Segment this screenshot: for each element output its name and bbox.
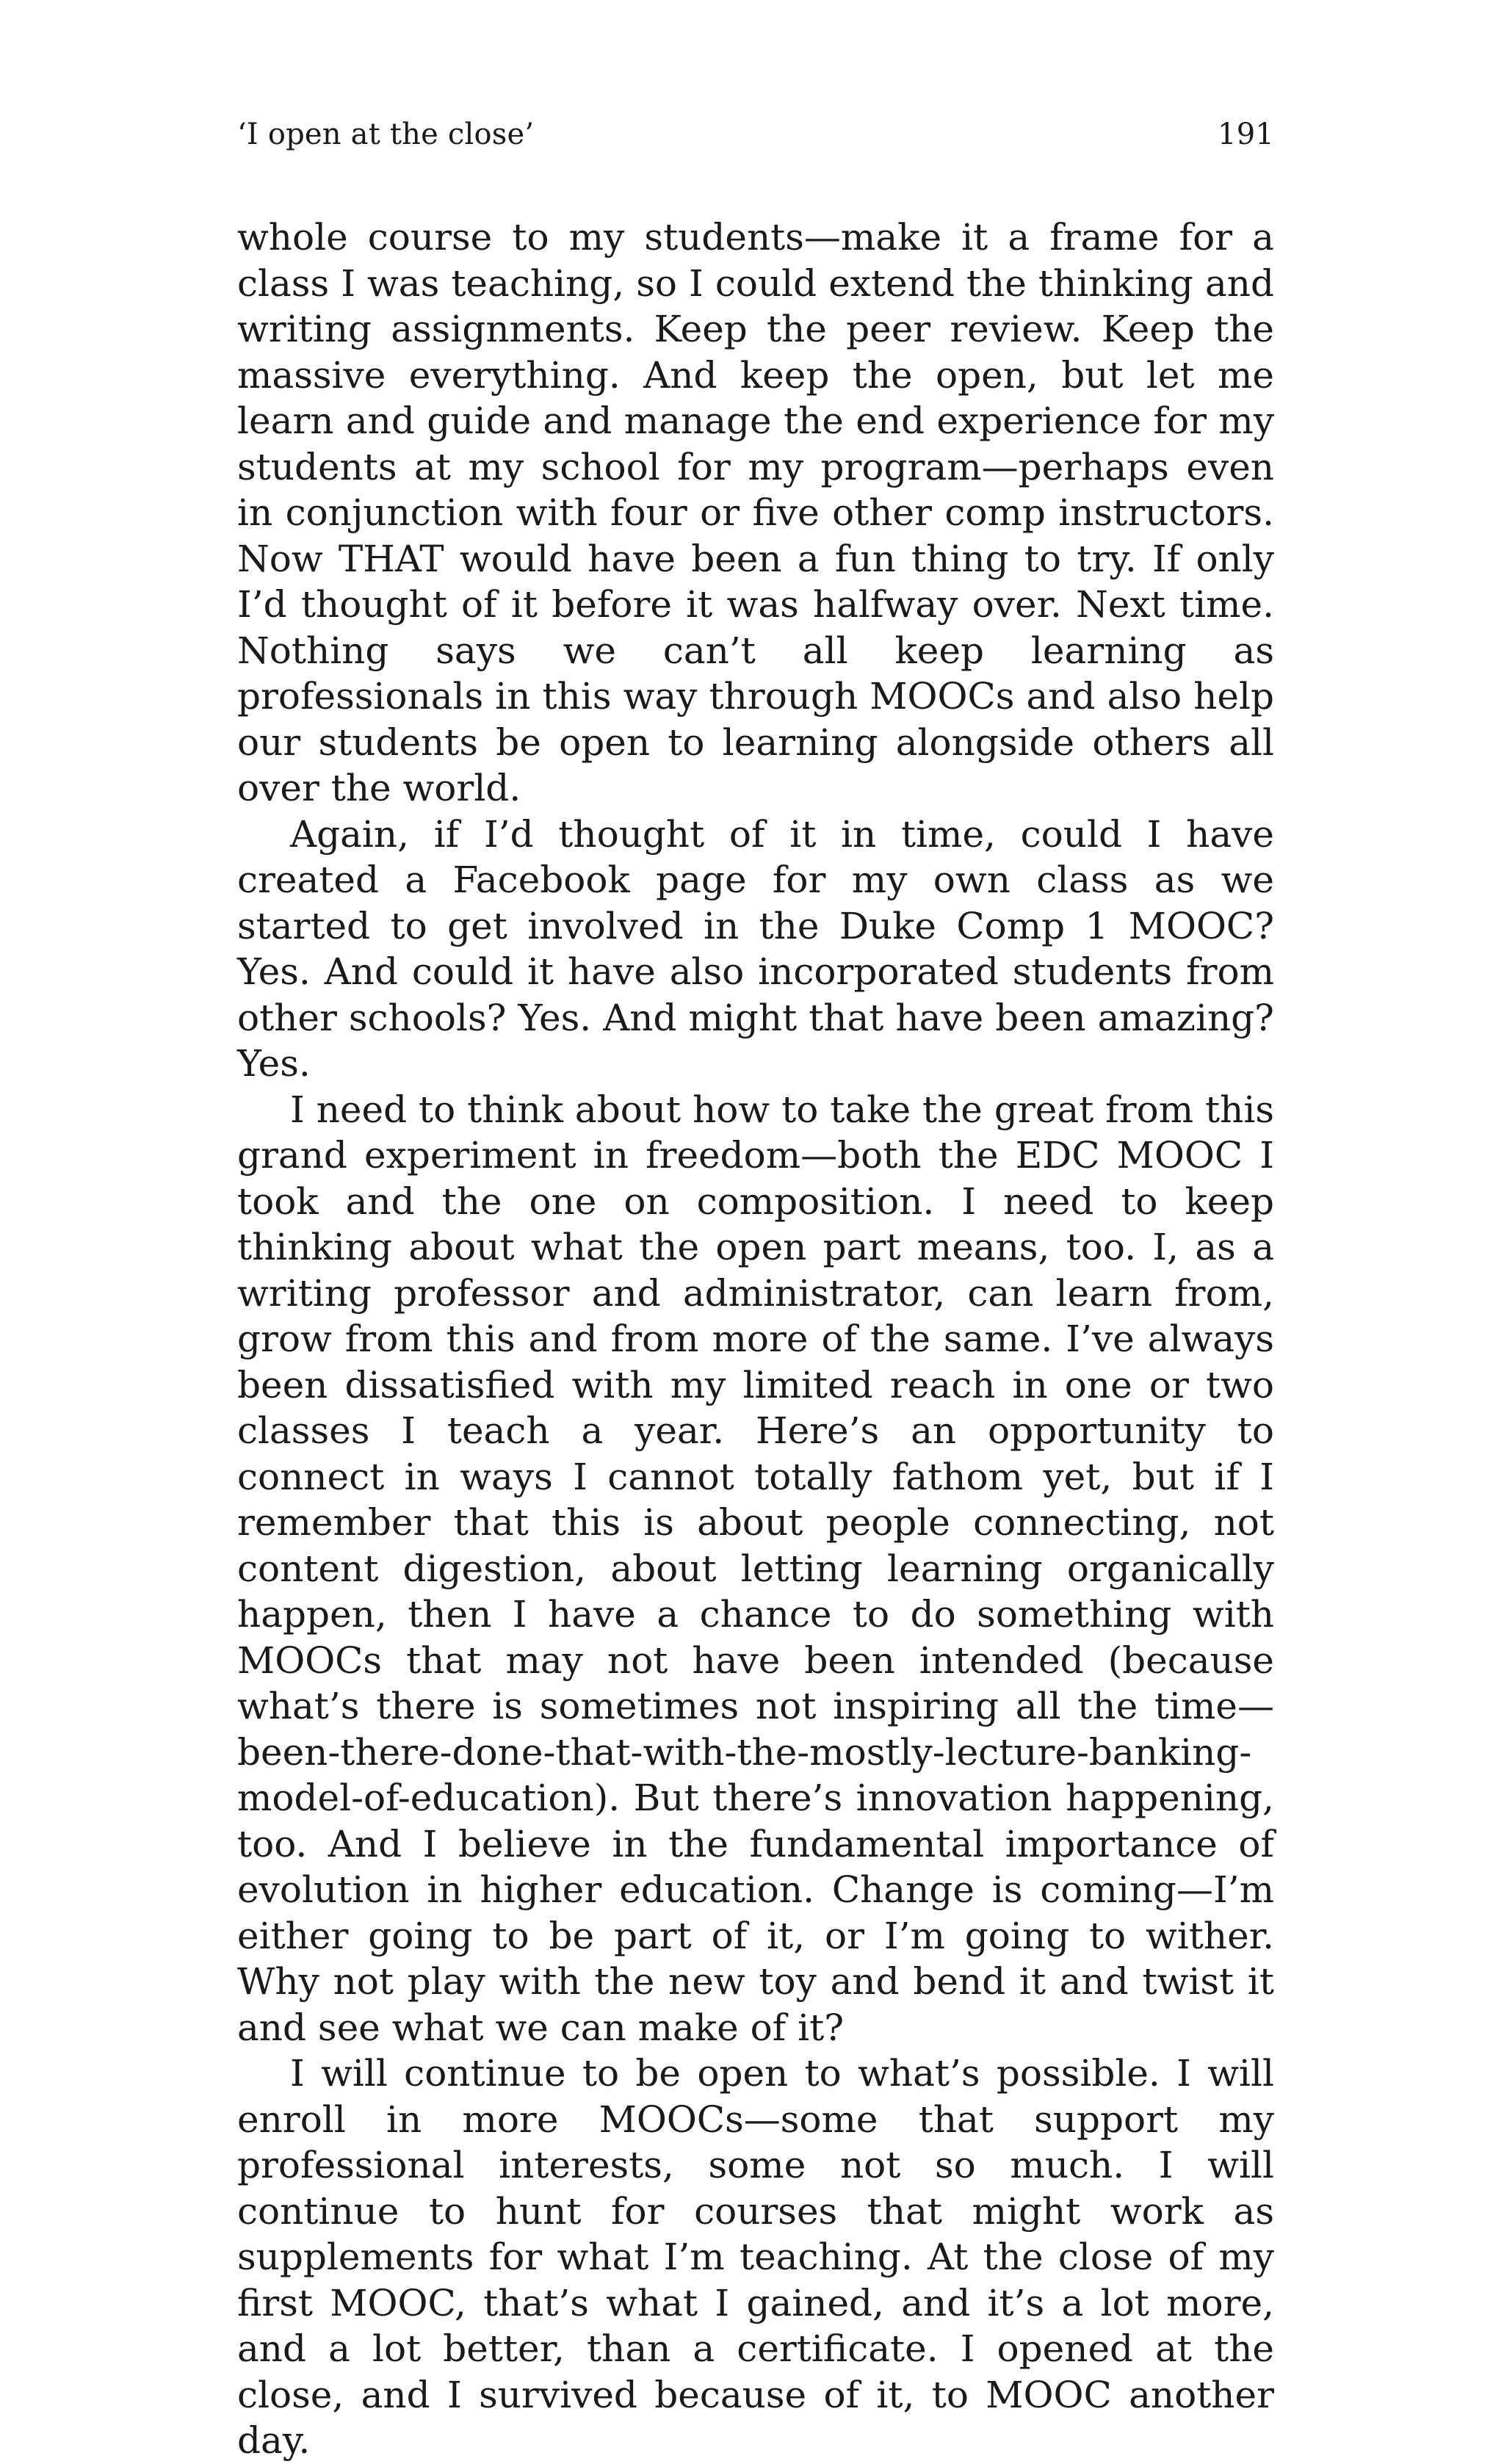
running-head bbox=[237, 118, 1274, 154]
paragraph-continue-open: I will continue to be open to what’s possible. I will enroll in more MOOCs—some that support my professional interests, some not so much. I will continue to hunt for courses that might work as supplements for what I’m teaching. At the close of my first MOOC, that’s what I gained, and it’s a lot more, and a lot better, than a certificate. I opened at the close, and I survived because of it, to MOOC another day. bbox=[237, 2052, 1274, 2462]
paragraph-grand-experiment: I need to think about how to take the great from this grand experiment in freedom—both the EDC MOOC I took and the one on composition. I need to keep thinking about what the open part means, too. I, as a writing professor and administrator, can learn from, grow from this and from more of the same. I’ve always been dissatisfied with my limited reach in one or two classes I teach a year. Here’s an opportunity to connect in ways I cannot totally fathom yet, but if I remember that this is about people connecting, not content digestion, about letting learning organically happen, then I have a chance to do something with MOOCs that may not have been intended (because what’s there is sometimes not inspiring all the time—been-there-done-that-with-the-mostly-lecture-banking-model-of-education). But there’s innovation happening, too. And I believe in the fundamental importance of evolution in higher education. Change is coming—I’m either going to be part of it, or I’m going to wither. Why not play with the new toy and bend it and twist it and see what we can make of it? bbox=[237, 1088, 1274, 2049]
running-title: ‘I open at the close’ bbox=[237, 118, 535, 151]
paragraph-continued: whole course to my students—make it a frame for a class I was teaching, so I could extend the thinking and writing assignments. Keep the peer review. Keep the massive everything. And keep the open, but let me learn and guide and manage the end experience for my students at my school for my program—perhaps even in conjunction with four or five other comp instructors. Now THAT would have been a fun thing to try. If only I’d thought of it before it was halfway over. Next time. Nothing says we can’t all keep learning as professionals in this way through MOOCs and also help our students be open to learning alongside others all over the world. bbox=[237, 216, 1274, 809]
body-text bbox=[237, 214, 1274, 2464]
paragraph-facebook-page: Again, if I’d thought of it in time, could I have created a Facebook page for my own class as we started to get involved in the Duke Comp 1 MOOC? Yes. And could it have also incorporated students from other schools? Yes. And might that have been amazing? Yes. bbox=[237, 812, 1274, 1085]
page-number: 191 bbox=[1218, 118, 1274, 151]
